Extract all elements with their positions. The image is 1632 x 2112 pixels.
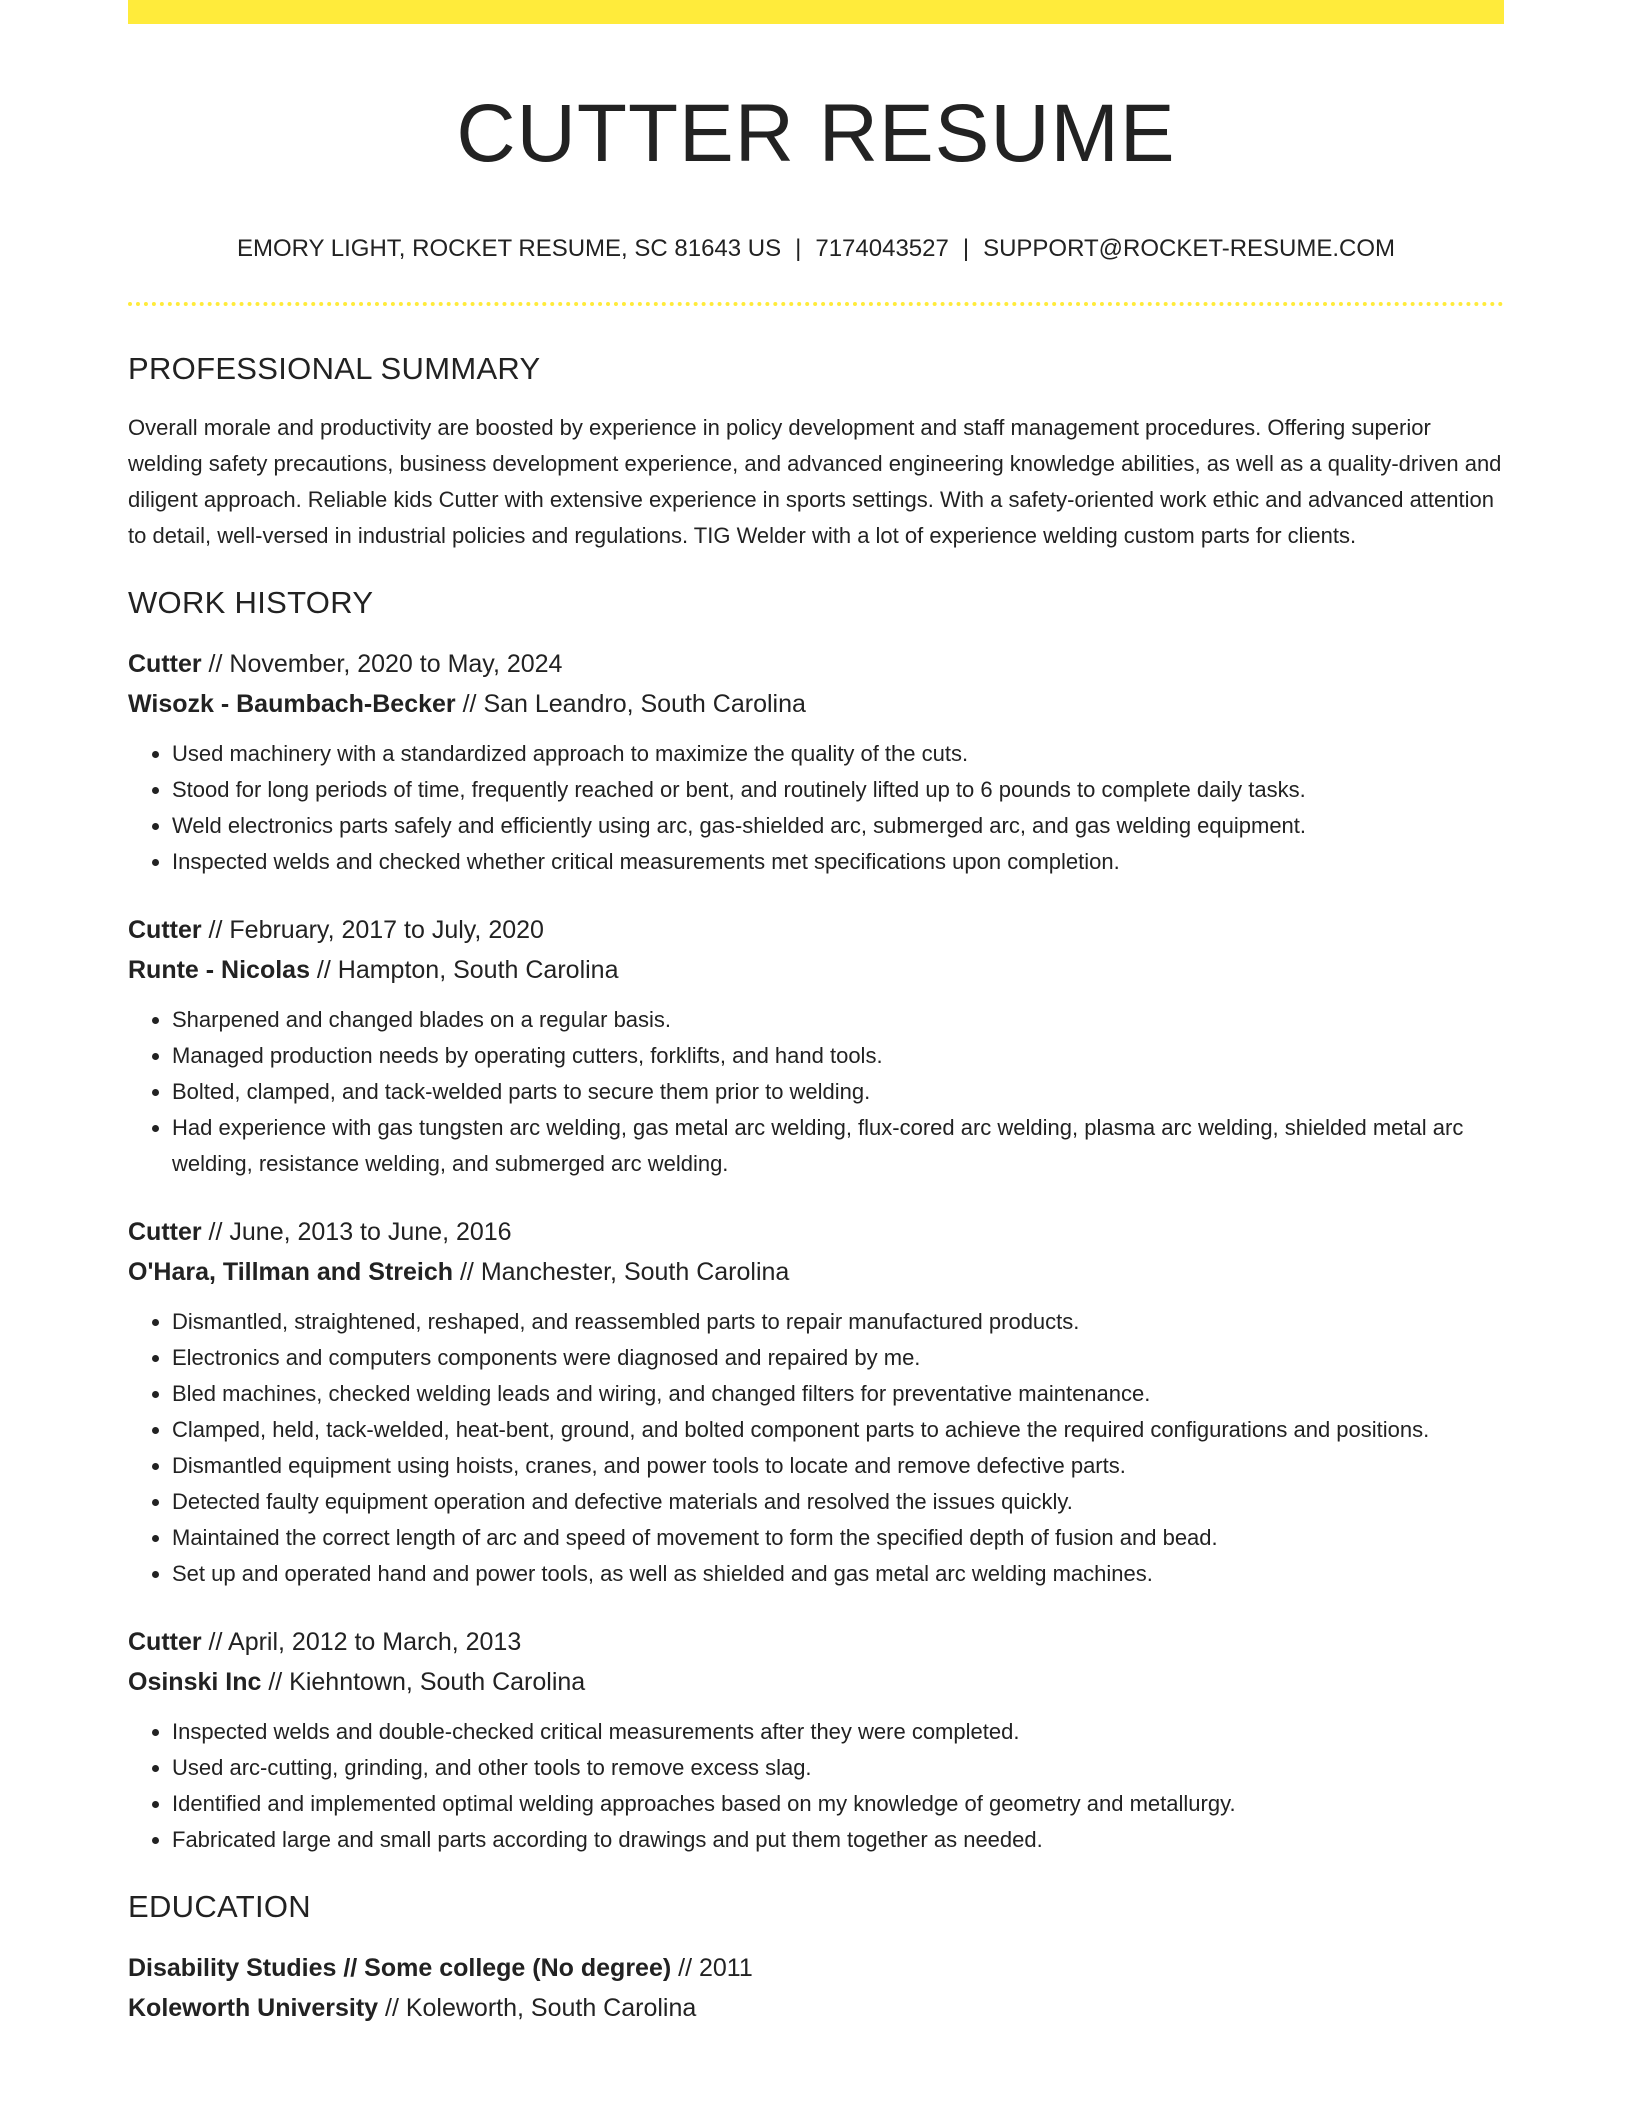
summary-text: Overall morale and productivity are boosted by experience in policy development and staff management procedures. Offering superior welding safety precautions, business development experience, and advanced engineering knowledge abilities, as well as a quality-driven and diligent approach. Reliable kids Cutter with extensive experience in sports settings. With a safety-oriented work ethic and advanced attention to detail, well-versed in industrial policies and regulations. TIG Welder with a lot of experience welding custom parts for clients. [128,415,1502,548]
job-title-line [128,1212,1504,1252]
education-entry [128,1948,1504,2028]
job-bullet-list [128,736,1504,880]
job-company: Osinski Inc [128,1668,262,1696]
job-dates: // February, 2017 to July, 2020 [201,916,544,944]
work-history-heading: WORK HISTORY [128,585,374,620]
accent-bar [128,0,1504,24]
job-company: Runte - Nicolas [128,956,310,984]
job-bullet: • Sharpened and changed blades on a regular basis. [172,1002,1504,1038]
job-bullet: • Inspected welds and checked whether critical measurements met specifications upon completion. [172,844,1504,880]
education-degree-line [128,1948,1504,1988]
job-dates: // June, 2013 to June, 2016 [201,1218,512,1246]
job-entry [128,644,1504,880]
job-bullet: • Bolted, clamped, and tack-welded parts to secure them prior to welding. [172,1074,1504,1110]
job-bullet-list [128,1714,1504,1858]
job-title-line [128,1622,1504,1662]
job-title-line [128,644,1504,684]
job-title-line [128,910,1504,950]
job-title: Cutter [128,1218,202,1246]
job-list [128,644,1504,1858]
job-location: // Hampton, South Carolina [309,956,619,984]
job-bullet: • Used arc-cutting, grinding, and other tools to remove excess slag. [172,1750,1504,1786]
job-entry [128,1212,1504,1592]
job-entry [128,910,1504,1182]
dotted-divider [128,302,1504,306]
job-company-line [128,950,1504,990]
education-location: // Koleworth, South Carolina [378,1994,697,2022]
job-company: Wisozk - Baumbach-Becker [128,690,456,718]
job-location: // Manchester, South Carolina [453,1258,790,1286]
job-title: Cutter [128,650,202,678]
contact-phone: 7174043527 [815,235,949,262]
job-bullet: • Managed production needs by operating cutters, forklifts, and hand tools. [172,1038,1504,1074]
education-school-line [128,1988,1504,2028]
job-bullet: • Stood for long periods of time, frequently reached or bent, and routinely lifted up to 6 pounds to complete daily tasks. [172,772,1504,808]
job-bullet: • Electronics and computers components were diagnosed and repaired by me. [172,1340,1504,1376]
job-bullet: • Fabricated large and small parts according to drawings and put them together as needed. [172,1822,1504,1858]
job-bullet: • Set up and operated hand and power tools, as well as shielded and gas metal arc welding machines. [172,1556,1504,1592]
education-year: // 2011 [671,1954,753,1982]
contact-email: SUPPORT@ROCKET-RESUME.COM [983,235,1396,262]
job-bullet: • Used machinery with a standardized approach to maximize the quality of the cuts. [172,736,1504,772]
job-bullet: • Dismantled, straightened, reshaped, and reassembled parts to repair manufactured products. [172,1304,1504,1340]
job-bullet: • Inspected welds and double-checked critical measurements after they were completed. [172,1714,1504,1750]
job-location: // San Leandro, South Carolina [455,690,806,718]
contact-line [128,234,1504,264]
job-bullet-list [128,1304,1504,1592]
job-bullet: • Clamped, held, tack-welded, heat-bent, ground, and bolted component parts to achieve the required configurations and positions. [172,1412,1504,1448]
summary-heading: PROFESSIONAL SUMMARY [128,351,541,386]
job-company: O'Hara, Tillman and Streich [128,1258,454,1286]
job-dates: // November, 2020 to May, 2024 [201,650,563,678]
job-company-line [128,684,1504,724]
job-title: Cutter [128,916,202,944]
job-bullet: • Had experience with gas tungsten arc welding, gas metal arc welding, flux-cored arc welding, plasma arc welding, shielded metal arc welding, resistance welding, and submerged arc welding. [172,1110,1504,1182]
job-title: Cutter [128,1628,202,1656]
job-bullet: • Identified and implemented optimal welding approaches based on my knowledge of geometry and metallurgy. [172,1786,1504,1822]
job-bullet: • Detected faulty equipment operation and defective materials and resolved the issues quickly. [172,1484,1504,1520]
job-bullet-list [128,1002,1504,1182]
job-entry [128,1622,1504,1858]
contact-separator: | [962,235,970,262]
job-company-line [128,1252,1504,1292]
job-bullet: • Bled machines, checked welding leads and wiring, and changed filters for preventative maintenance. [172,1376,1504,1412]
resume-page [128,0,1504,2028]
job-bullet: • Weld electronics parts safely and efficiently using arc, gas-shielded arc, submerged arc, and gas welding equipment. [172,808,1504,844]
contact-separator: | [795,235,802,262]
job-bullet: • Maintained the correct length of arc and speed of movement to form the specified depth of fusion and bead. [172,1520,1504,1556]
education-heading: EDUCATION [128,1889,311,1924]
job-location: // Kiehntown, South Carolina [261,1668,586,1696]
education-school: Koleworth University [128,1994,379,2022]
job-company-line [128,1662,1504,1702]
resume-title: CUTTER RESUME [456,88,1176,179]
contact-address: EMORY LIGHT, ROCKET RESUME, SC 81643 US [236,235,782,262]
job-bullet: • Dismantled equipment using hoists, cranes, and power tools to locate and remove defective parts. [172,1448,1504,1484]
education-degree: Disability Studies // Some college (No degree) [128,1954,672,1982]
job-dates: // April, 2012 to March, 2013 [201,1628,522,1656]
